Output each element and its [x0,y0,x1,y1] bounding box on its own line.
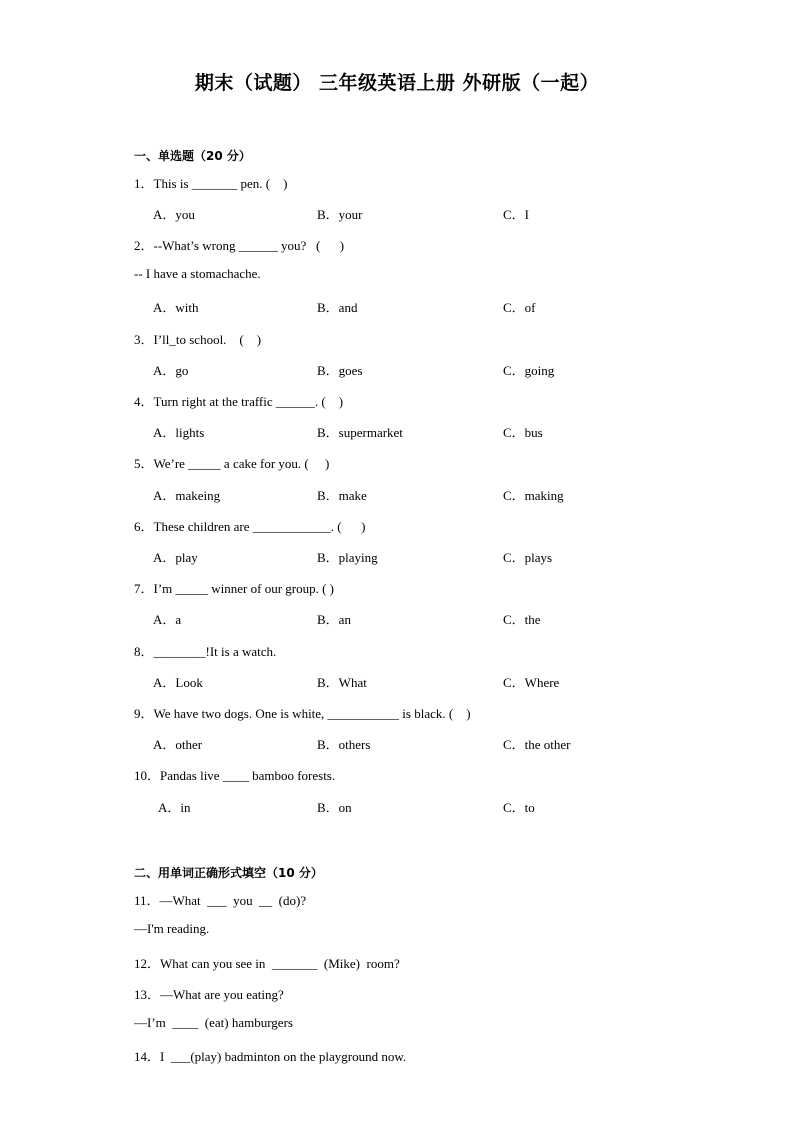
option-a[interactable]: A．makeing [153,488,221,503]
question-7: 7．I’m _____ winner of our group. ( ) [134,581,335,596]
option-c[interactable]: C．of [503,300,536,315]
question-10-options [0,797,794,815]
section-heading-fill-in: 二、用单词正确形式填空（10 分） [134,866,323,880]
option-a[interactable]: A．go [153,363,189,378]
question-2-options [0,297,794,315]
option-a[interactable]: A．you [153,207,195,222]
option-b[interactable]: B．make [317,488,367,503]
question-5: 5．We’re _____ a cake for you. ( ) [134,456,330,471]
question-6-options [0,547,794,565]
question-14: 14．I ___(play) badminton on the playground now. [134,1049,407,1064]
question-11-reply: —I'm reading. [134,921,210,936]
option-b[interactable]: B．your [317,207,363,222]
section-heading-single-choice: 一、单选题（20 分） [134,149,251,163]
option-c[interactable]: C．to [503,800,535,815]
question-10: 10．Pandas live ____ bamboo forests. [134,768,336,783]
question-9: 9．We have two dogs. One is white, ___________ is black. ( ) [134,706,471,721]
question-3: 3．I’ll_to school. ( ) [134,332,262,347]
option-a[interactable]: A．in [158,800,191,815]
page-title: 期末（试题） 三年级英语上册 外研版（一起） [194,72,600,94]
option-a[interactable]: A．lights [153,425,205,440]
question-6: 6．These children are ____________. ( ) [134,519,366,534]
question-9-options [0,734,794,752]
option-b[interactable]: B．on [317,800,352,815]
option-c[interactable]: C．the other [503,737,571,752]
option-b[interactable]: B．and [317,300,358,315]
question-4: 4．Turn right at the traffic ______. ( ) [134,394,344,409]
option-b[interactable]: B．others [317,737,371,752]
question-13-reply: —I’m ____ (eat) hamburgers [134,1015,293,1030]
question-12: 12．What can you see in _______ (Mike) room? [134,956,400,971]
question-13: 13．—What are you eating? [134,987,284,1002]
option-b[interactable]: B．goes [317,363,363,378]
option-c[interactable]: C．I [503,207,530,222]
option-a[interactable]: A．other [153,737,203,752]
option-a[interactable]: A．play [153,550,198,565]
option-a[interactable]: A．a [153,612,182,627]
question-4-options [0,422,794,440]
option-c[interactable]: C．Where [503,675,560,690]
question-5-options [0,485,794,503]
option-a[interactable]: A．with [153,300,199,315]
question-8-options [0,672,794,690]
question-8: 8．________!It is a watch. [134,644,277,659]
option-b[interactable]: B．an [317,612,351,627]
question-2: 2．--What’s wrong ______ you? ( ) [134,238,345,253]
question-7-options [0,609,794,627]
option-c[interactable]: C．the [503,612,541,627]
option-a[interactable]: A．Look [153,675,203,690]
question-1: 1．This is _______ pen. ( ) [134,176,288,191]
question-2-reply: -- I have a stomachache. [134,266,261,281]
option-b[interactable]: B．supermarket [317,425,403,440]
question-1-options [0,204,794,222]
option-c[interactable]: C．going [503,363,555,378]
option-c[interactable]: C．plays [503,550,553,565]
option-b[interactable]: B．playing [317,550,378,565]
question-3-options [0,360,794,378]
option-c[interactable]: C．bus [503,425,543,440]
question-11: 11．—What ___ you __ (do)? [134,893,307,908]
option-b[interactable]: B．What [317,675,367,690]
option-c[interactable]: C．making [503,488,564,503]
